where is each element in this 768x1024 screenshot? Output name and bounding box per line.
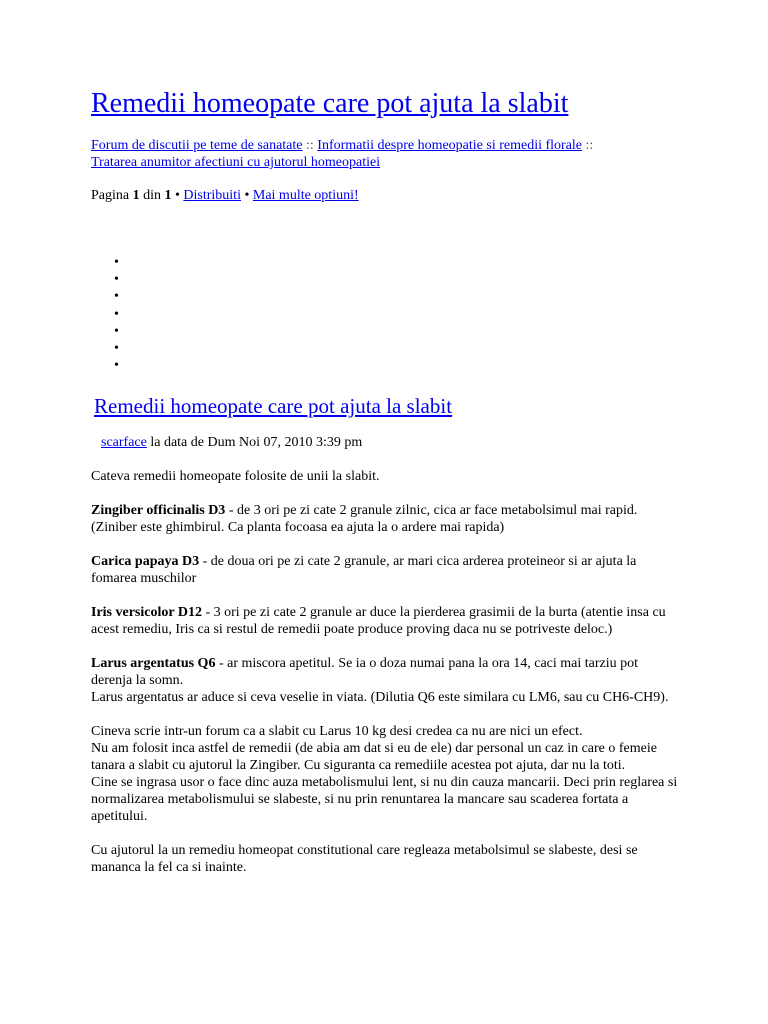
forum-line: Nu am folosit inca astfel de remedii (de abia am dat si eu de ele) dar personal un caz in care o femeie tanara a slabit cu ajutorul la Zingiber. Cu siguranta ca remediile acestea pot ajuta, dar nu la toti. [91,741,657,773]
remedy-name: Zingiber officinalis D3 [91,503,226,518]
remedy-paragraph [91,553,681,587]
pagination-of: din [143,188,161,203]
breadcrumb [91,137,621,171]
post-title-link[interactable]: Remedii homeopate care pot ajuta la slabit [94,394,453,418]
post-content [91,468,681,893]
closing-paragraph: Cu ajutorul la un remediu homeopat constitutional care regleaza metabolsimul se slabeste, desi se mananca la fel ca si inainte. [91,843,638,875]
breadcrumb-homeopathy-link[interactable]: Informatii despre homeopatie si remedii florale [317,138,583,153]
page-title-link[interactable]: Remedii homeopate care pot ajuta la slabit [91,88,569,119]
remedy-paragraph [91,502,681,536]
remedy-name: Larus argentatus Q6 [91,656,216,671]
pagination-current: 1 [132,188,140,203]
post-date: la data de Dum Noi 07, 2010 3:39 pm [150,435,363,450]
breadcrumb-forum-link[interactable]: Forum de discutii pe teme de sanatate [91,138,303,153]
remedy-text: - de 3 ori pe zi cate 2 granule zilnic, cica ar face metabolsimul mai rapid. (Ziniber este ghimbirul. Ca planta focoasa ea ajuta la o ardere mai rapida) [91,503,638,535]
remedy-text: - 3 ori pe zi cate 2 granule ar duce la pierderea grasimii de la burta (atentie insa cu acest remediu, Iris ca si restul de remedii poate produce proving daca nu se potriveste deloc.) [91,605,666,637]
list-item [100,340,116,357]
post-title[interactable] [94,393,452,419]
post-intro: Cateva remedii homeopate folosite de unii la slabit. [91,469,380,484]
remedy-paragraph [91,655,681,706]
pagination [91,187,359,204]
breadcrumb-treatment-link[interactable]: Tratarea anumitor afectiuni cu ajutorul homeopatiei [91,155,381,170]
page-title[interactable] [91,84,568,124]
remedy-text: - de doua ori pe zi cate 2 granule, ar mari cica arderea proteineor si ar ajuta la fomarea muschilor [91,554,637,586]
list-item [100,357,116,374]
forum-line: Cine se ingrasa usor o face dinc auza metabolismului lent, si nu din cauza mancarii. Deci prin reglarea si normalizarea metabolismului se slabeste, si nu prin renuntarea la mancare sau scaderea fortata a apetitului. [91,775,678,824]
post-author-line [101,434,362,451]
empty-bullet-list [100,254,116,374]
pagination-bullet: • [175,188,180,203]
list-item [100,306,116,323]
share-link[interactable]: Distribuiti [183,188,241,203]
list-item [100,323,116,340]
pagination-prefix: Pagina [91,188,130,203]
list-item [100,254,116,271]
breadcrumb-separator: :: [306,138,314,153]
remedy-paragraph [91,604,681,638]
pagination-bullet: • [244,188,250,203]
pagination-total: 1 [164,188,172,203]
remedy-extra: Larus argentatus ar aduce si ceva veselie in viata. (Dilutia Q6 este similara cu LM6, sau cu CH6-CH9). [91,690,669,705]
list-item [100,288,116,305]
forum-paragraph [91,723,681,825]
breadcrumb-separator: :: [585,138,594,153]
remedy-text: - ar miscora apetitul. Se ia o doza numai pana la ora 14, caci mai tarziu pot derenja la somn. [91,656,639,688]
remedy-name: Carica papaya D3 [91,554,200,569]
remedy-name: Iris versicolor D12 [91,605,202,620]
forum-line: Cineva scrie intr-un forum ca a slabit cu Larus 10 kg desi credea ca nu are nici un efect. [91,724,583,739]
author-link[interactable]: scarface [101,435,147,450]
more-options-link[interactable]: Mai multe optiuni! [252,188,359,203]
list-item [100,271,116,288]
